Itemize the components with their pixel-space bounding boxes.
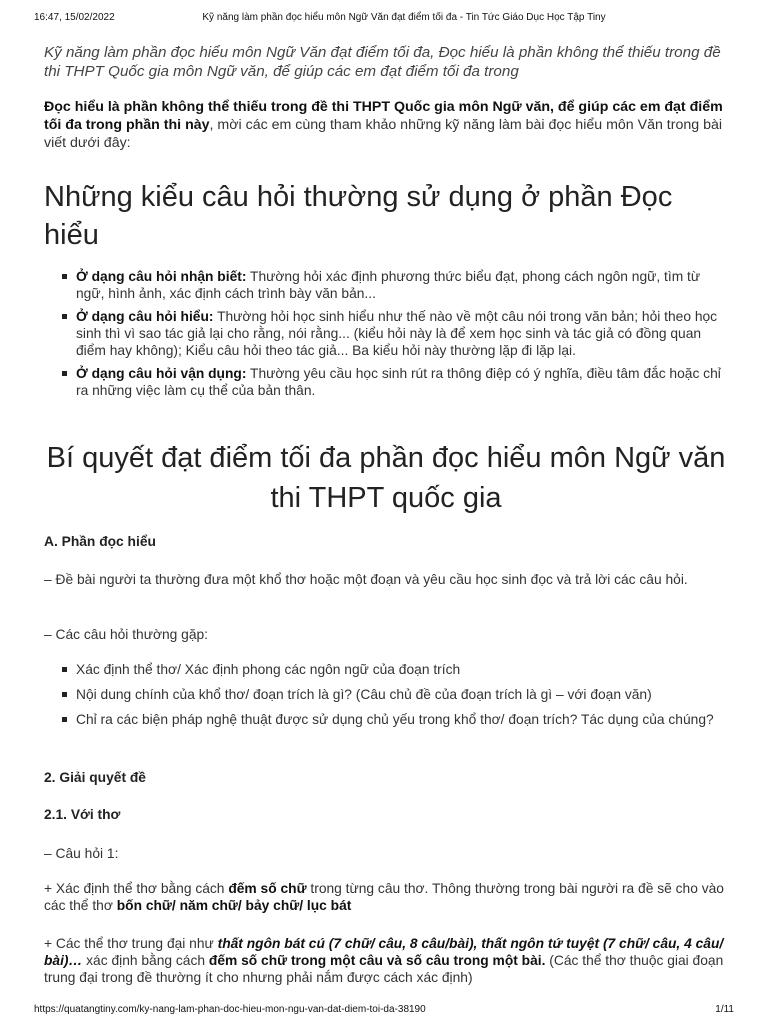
- paragraph-a2: – Các câu hỏi thường gặp:: [44, 627, 209, 642]
- bold-italic-span: thất ngôn bát cú (7 chữ/ câu, 8 câu/bài), thất ngôn tứ tuyệt (7 chữ/ câu, 4 câu/ bài)…: [44, 936, 724, 968]
- bold-span: đếm số chữ: [228, 881, 307, 896]
- item-text: Thường hỏi xác định phương thức biểu đạt, phong cách ngôn ngữ, tìm từ ngữ, hình ảnh, xác định cách trình bày văn bản...: [76, 269, 701, 301]
- paragraph-a1: – Đề bài người ta thường đưa một khổ thơ hoặc một đoạn và yêu cầu học sinh đọc và trả lời các câu hỏi.: [44, 572, 688, 587]
- item-label: Ở dạng câu hỏi nhận biết:: [76, 269, 247, 284]
- subheading-2-1: 2.1. Với thơ: [44, 807, 121, 822]
- print-header: [34, 12, 734, 26]
- print-title: Kỹ năng làm phần đọc hiểu môn Ngữ Văn đạt điểm tối đa - Tin Tức Giáo Dục Học Tập Tiny: [202, 12, 606, 23]
- list-item: [62, 365, 724, 399]
- page-number: 1/11: [715, 1004, 734, 1015]
- paragraph-q2: [44, 935, 728, 986]
- lead-bold: Đọc hiểu là phần không thể thiếu trong đề thi THPT Quốc gia môn Ngữ văn, để giúp các em đạt điểm tối đa trong phần thi này: [44, 99, 723, 133]
- list-item: [62, 268, 724, 302]
- text-span: (Các thể thơ thuộc giai đoạn trung đại trong đề thường ít cho nhưng phải nắm được cách xác định): [44, 953, 724, 985]
- subheading-a: A. Phần đọc hiểu: [44, 534, 156, 549]
- item-text: Thường yêu cầu học sinh rút ra thông điệp có ý nghĩa, điều tâm đắc hoặc chỉ ra những việc làm cụ thể của bản thân.: [76, 366, 721, 398]
- list-item: Xác định thể thơ/ Xác định phong các ngôn ngữ của đoạn trích: [62, 661, 724, 678]
- item-text: Thường hỏi học sinh hiểu như thế nào về một câu nói trong văn bản; hỏi theo học sinh thì vì sao tác giả lại cho rằng, nói rằng... (kiểu hỏi này là để xem học sinh và tác giả có đồng quan điểm hay không); Kiểu câu hỏi theo tác giả... Ba kiểu hỏi này thường lặp đi lặp lại.: [76, 309, 718, 358]
- list-item: Nội dung chính của khổ thơ/ đoạn trích là gì? (Câu chủ đề của đoạn trích là gì – với đoạn văn): [62, 686, 724, 703]
- print-footer: [34, 1004, 734, 1018]
- source-url: https://quatangtiny.com/ky-nang-lam-phan-doc-hieu-mon-ngu-van-dat-diem-toi-da-38190: [34, 1004, 426, 1015]
- text-span: + Các thể thơ trung đại như: [44, 936, 218, 951]
- intro-summary: Kỹ năng làm phần đọc hiểu môn Ngữ Văn đạt điểm tối đa, Đọc hiểu là phần không thể thiếu trong đề thi THPT Quốc gia môn Ngữ văn, để giúp các em đạt điểm tối đa trong: [44, 44, 721, 80]
- bold-span: bốn chữ/ năm chữ/ bảy chữ/ lục bát: [116, 898, 352, 913]
- question-1-label: – Câu hỏi 1:: [44, 846, 119, 861]
- common-questions-list: [62, 661, 724, 736]
- list-item: [62, 308, 724, 359]
- lead-paragraph: [44, 98, 728, 152]
- list-item: Chỉ ra các biện pháp nghệ thuật được sử dụng chủ yếu trong khổ thơ/ đoạn trích? Tác dụng của chúng?: [62, 711, 724, 728]
- text-span: trong từng câu thơ. Thông thường trong bài người ra đề sẽ cho vào các thể thơ: [44, 881, 724, 913]
- bold-span: đếm số chữ trong một câu và số câu trong một bài.: [208, 953, 546, 968]
- section1-heading: Những kiểu câu hỏi thường sử dụng ở phần Đọc hiểu: [44, 181, 673, 251]
- lead-rest: , mời các em cùng tham khảo những kỹ năng làm bài đọc hiểu môn Văn trong bài viết dưới đây:: [44, 117, 723, 151]
- print-timestamp: 16:47, 15/02/2022: [34, 12, 115, 23]
- text-span: xác định bằng cách: [82, 953, 209, 968]
- section2-heading: Bí quyết đạt điểm tối đa phần đọc hiểu môn Ngữ văn thi THPT quốc gia: [46, 442, 726, 514]
- question-types-list: [62, 268, 724, 405]
- item-label: Ở dạng câu hỏi vận dụng:: [76, 366, 247, 381]
- item-label: Ở dạng câu hỏi hiểu:: [76, 309, 214, 324]
- text-span: + Xác định thể thơ bằng cách: [44, 881, 229, 896]
- paragraph-q1: [44, 880, 728, 914]
- subheading-2: 2. Giải quyết đề: [44, 770, 146, 785]
